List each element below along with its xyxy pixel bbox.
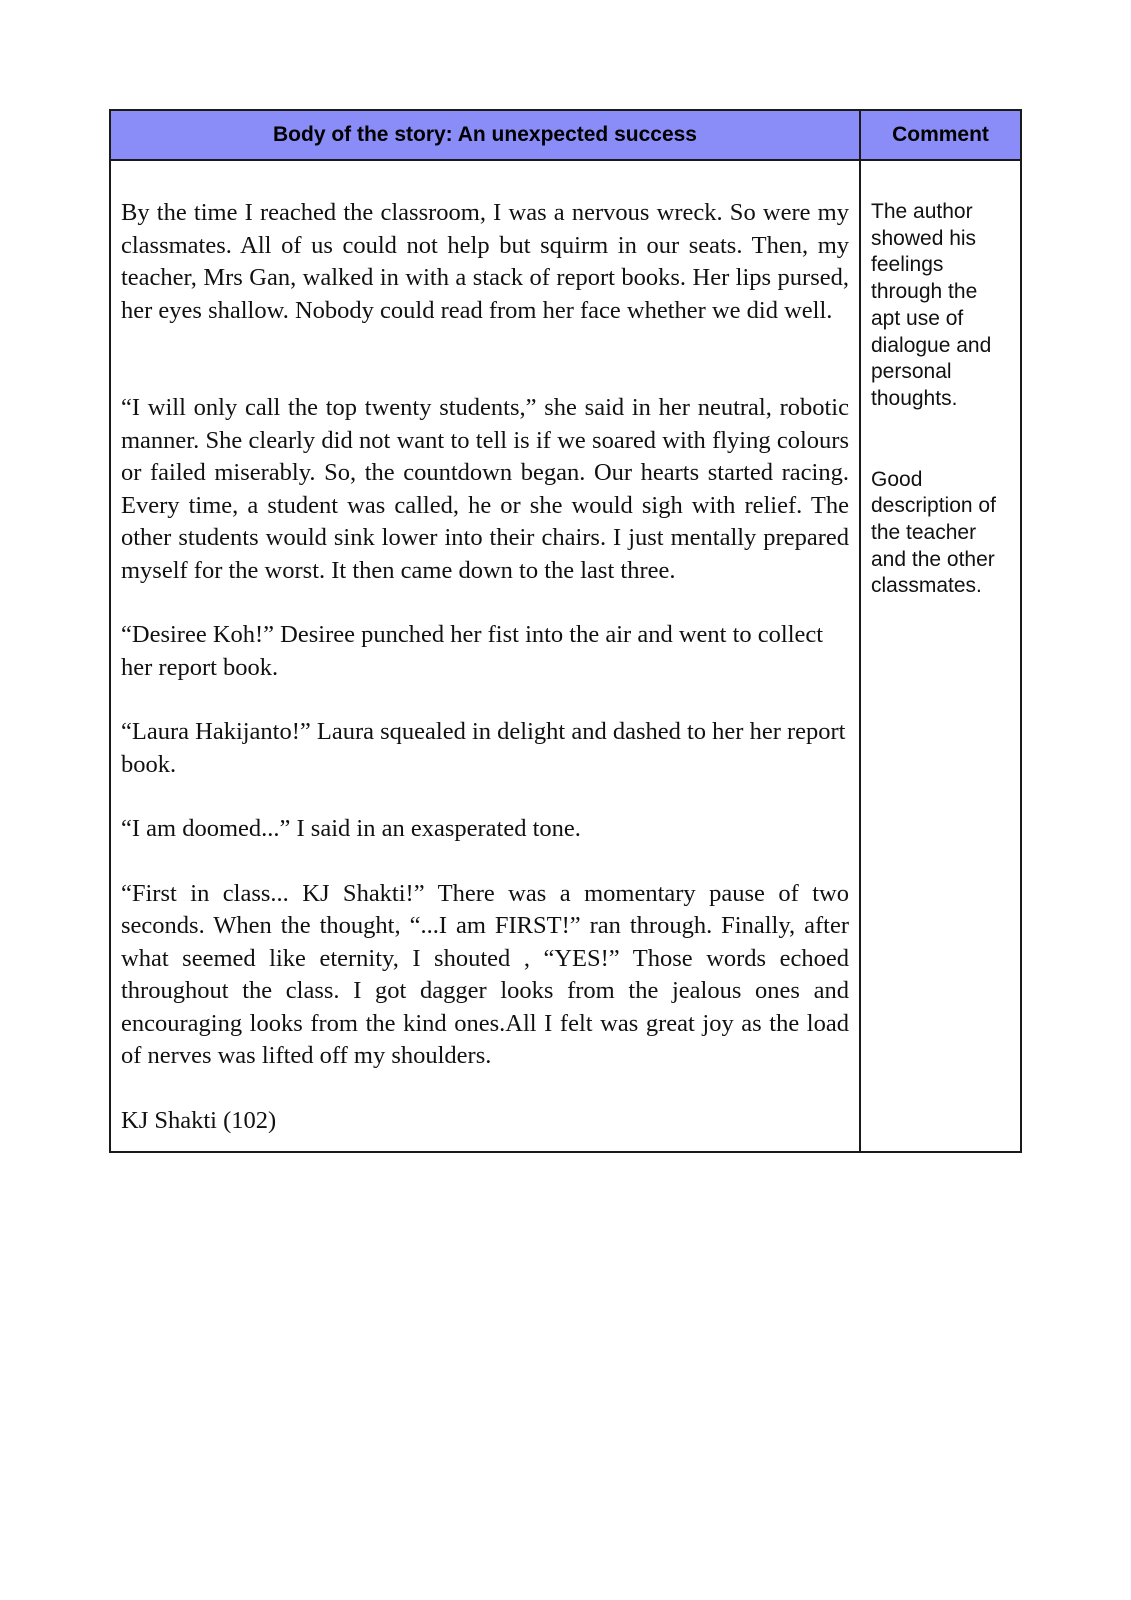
story-cell (110, 160, 860, 1152)
story-paragraph: “I am doomed...” I said in an exasperated tone. (121, 815, 581, 842)
table-body-row (110, 160, 1021, 1152)
story-signature: KJ Shakti (102) (121, 1106, 277, 1134)
story-paragraph: “Laura Hakijanto!” Laura squealed in delight and dashed to her her report book. (121, 718, 846, 778)
comment-text: Good description of the teacher and the other classmates. (871, 467, 996, 598)
story-paragraph: “First in class... KJ Shakti!” There was a momentary pause of two seconds. When the thought, “...I am FIRST!” ran through. Finally, after what seemed like eternity, I shouted , “YES!” Those words echoed throughout the class. I got dagger looks from the jealous ones and encouraging looks from the kind ones.All I felt was great joy as the load of nerves was lifted off my shoulders. (121, 879, 849, 1069)
story-paragraph: “I will only call the top twenty students,” she said in her neutral, robotic manner. She clearly did not want to tell is if we soared with flying colours or failed miserably. So, the countdown began. Our hearts started racing. Every time, a student was called, he or she would sigh with relief. The other students would sink lower into their chairs. I just mentally prepared myself for the worst. It then came down to the last three. (121, 394, 849, 584)
story-paragraph: “Desiree Koh!” Desiree punched her fist into the air and went to collect her report book. (121, 621, 824, 681)
comment-text: The author showed his feelings through the apt use of dialogue and personal thoughts. (871, 200, 992, 410)
story-paragraph: By the time I reached the classroom, I was a nervous wreck. So were my classmates. All of us could not help but squirm in our seats. Then, my teacher, Mrs Gan, walked in with a stack of report books. Her lips pursed, her eyes shallow. Nobody could read from her face whether we did well. (121, 199, 849, 324)
story-comment-table (109, 109, 1022, 1153)
story-column-header: Body of the story: An unexpected success (110, 110, 860, 160)
comment-cell (860, 160, 1021, 1152)
table-header-row (110, 110, 1021, 160)
comment-column-header: Comment (860, 110, 1021, 160)
